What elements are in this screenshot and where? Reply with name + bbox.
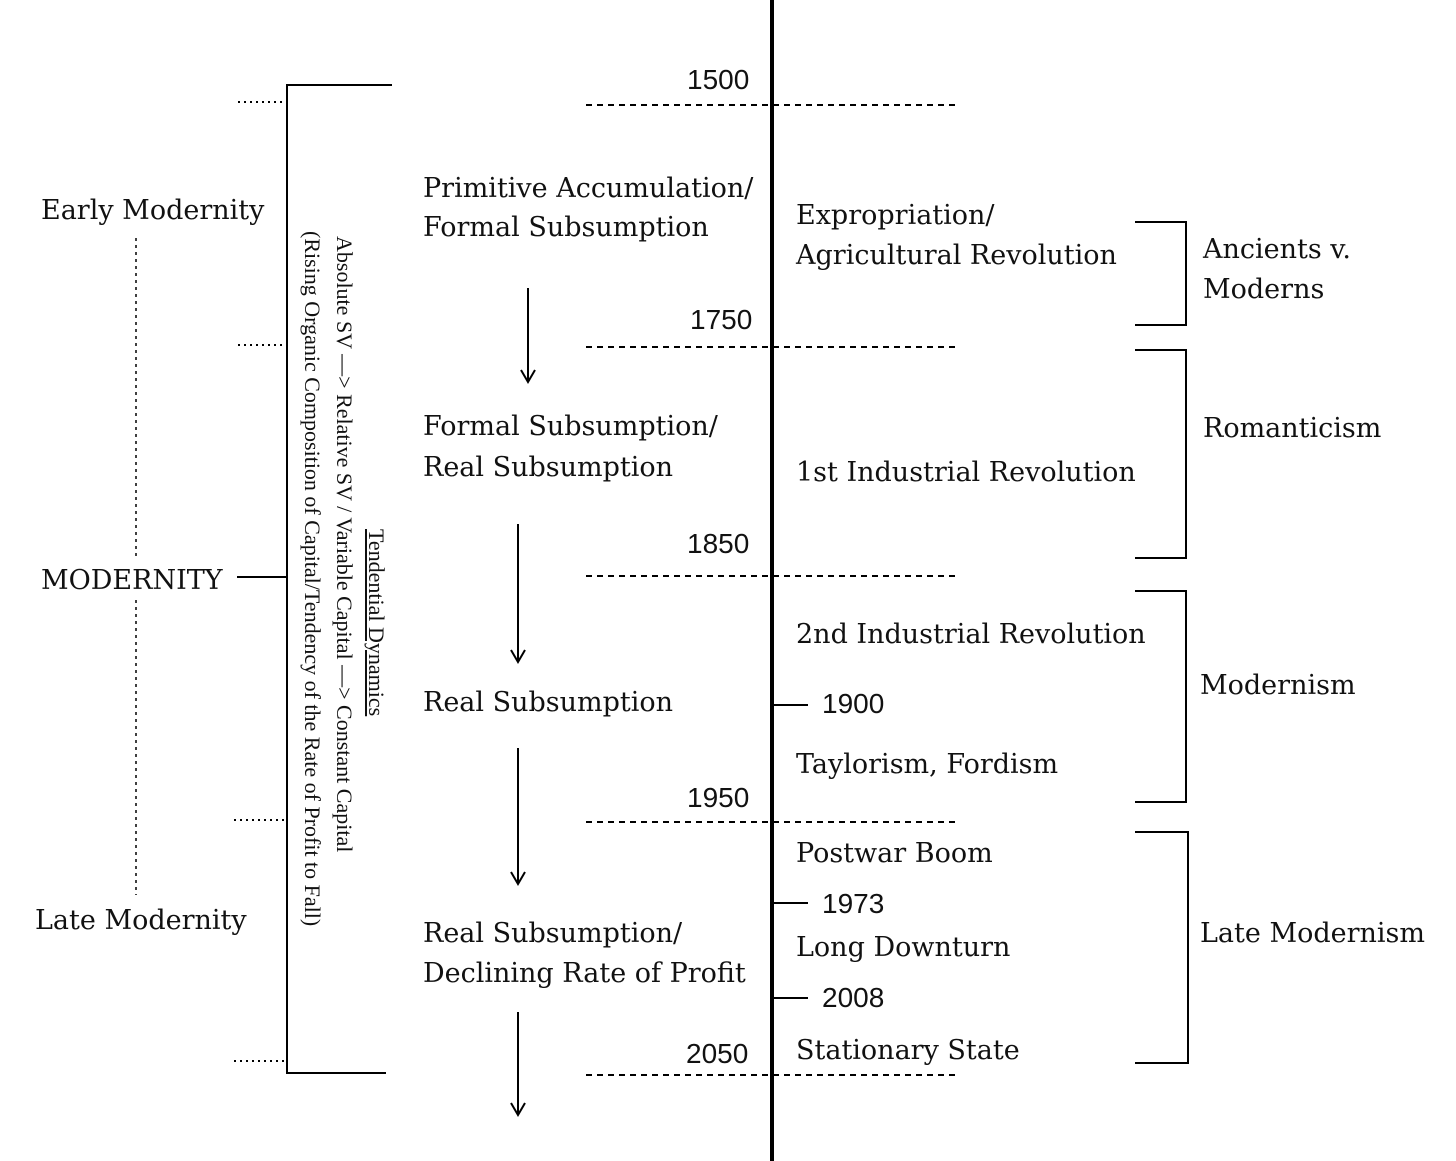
event-expropriation-2: Agricultural Revolution (796, 240, 1117, 271)
culture-modernism: Modernism (1200, 670, 1356, 701)
tendential-line2: (Rising Organic Composition of Capital/Tendency of the Rate of Profit to Fall) (300, 231, 325, 927)
year-1900: 1900 (822, 688, 885, 719)
label-early-modernity: Early Modernity (41, 195, 265, 226)
culture-romanticism: Romanticism (1203, 413, 1382, 444)
stage-1-line1: Primitive Accumulation/ (423, 173, 754, 204)
year-1750: 1750 (690, 304, 753, 335)
event-1st-industrial: 1st Industrial Revolution (796, 457, 1136, 488)
year-1500: 1500 (687, 64, 750, 95)
year-1973: 1973 (822, 888, 885, 919)
event-expropriation-1: Expropriation/ (796, 200, 995, 231)
tendential-title: Tendential Dynamics (364, 529, 389, 717)
stage-4-line2: Declining Rate of Profit (423, 958, 746, 989)
year-1850: 1850 (687, 528, 750, 559)
year-2050: 2050 (686, 1038, 749, 1069)
stage-3-line1: Real Subsumption (423, 687, 674, 718)
event-stationary: Stationary State (796, 1035, 1020, 1066)
culture-ancients-2: Moderns (1203, 274, 1325, 305)
label-modernity: MODERNITY (41, 565, 223, 596)
stage-4-line1: Real Subsumption/ (423, 918, 683, 949)
event-taylorism: Taylorism, Fordism (796, 749, 1059, 780)
year-2008: 2008 (822, 982, 885, 1013)
culture-late-modernism: Late Modernism (1200, 918, 1425, 949)
stage-2-line1: Formal Subsumption/ (423, 411, 718, 442)
label-late-modernity: Late Modernity (35, 905, 247, 936)
event-postwar: Postwar Boom (796, 838, 993, 869)
stage-1-line2: Formal Subsumption (423, 212, 709, 243)
event-2nd-industrial: 2nd Industrial Revolution (796, 619, 1146, 650)
stage-2-line2: Real Subsumption (423, 452, 674, 483)
year-1950: 1950 (687, 782, 750, 813)
tendential-dynamics (296, 231, 392, 927)
tendential-line1: Absolute SV —> Relative SV / Variable Capital —> Constant Capital (332, 236, 357, 853)
culture-ancients-1: Ancients v. (1203, 234, 1351, 265)
event-downturn: Long Downturn (796, 932, 1011, 963)
